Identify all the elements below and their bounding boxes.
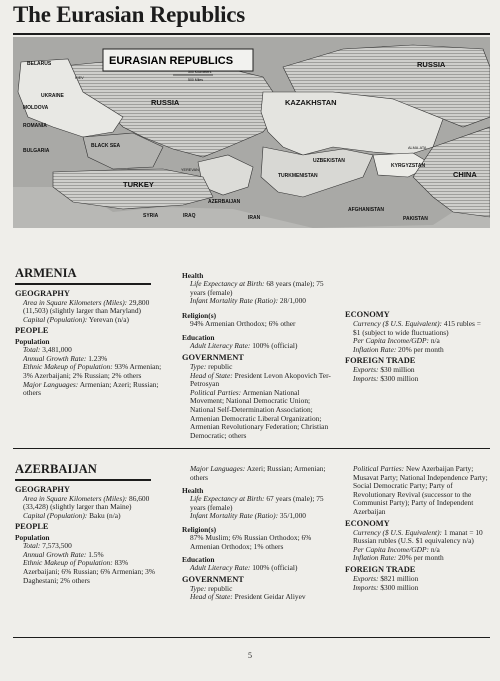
imports-label: Imports: <box>353 373 379 383</box>
growth-value: 1.5% <box>88 549 104 559</box>
map-label-turkey: TURKEY <box>123 180 154 189</box>
azerbaijan-col-1 <box>15 462 165 585</box>
section-geography: GEOGRAPHY <box>15 288 70 298</box>
parties-label: Political Parties: <box>190 387 242 397</box>
currency-label: Currency ($ U.S. Equivalent): <box>353 319 443 328</box>
ethnic-label: Ethnic Makeup of Population: <box>23 558 113 568</box>
capital-label: Capital (Population): <box>23 314 88 324</box>
infant-label: Infant Mortality Rate (Ratio): <box>190 511 279 521</box>
currency-value: 415 rubles = $1 (subject to wide fluctuations) <box>353 319 481 337</box>
ethnic-value: 83% Azerbaijani; 6% Russian; 6% Armenian; 3% Daghestani; 2% others <box>23 558 155 585</box>
total-label: Total: <box>23 345 41 355</box>
map-label-russia-east: RUSSIA <box>417 60 446 69</box>
page-title: The Eurasian Republics <box>13 2 246 27</box>
religion-value: 94% Armenian Orthodox; 6% other <box>190 318 296 328</box>
section-divider <box>13 448 490 449</box>
map-label-kiev: KIEV <box>75 76 84 80</box>
literacy-label: Adult Literacy Rate: <box>190 563 251 573</box>
page-number: 5 <box>248 651 252 660</box>
subsection-religion: Religion(s) <box>182 524 217 534</box>
type-label: Type: <box>190 361 207 371</box>
map-label-moldova: MOLDOVA <box>23 105 49 111</box>
inflation-label: Inflation Rate: <box>353 553 397 563</box>
lang-label: Major Languages: <box>23 379 79 389</box>
head-label: Head of State: <box>190 370 233 380</box>
imports-value: $300 million <box>380 373 419 383</box>
map-label-iran: IRAN <box>248 215 261 221</box>
total-value: 7,573,500 <box>42 541 72 551</box>
capital-value: Baku (n/a) <box>89 510 121 520</box>
subsection-education: Education <box>182 555 215 565</box>
total-value: 3,481,000 <box>42 345 72 355</box>
armenia-col-2 <box>182 270 334 440</box>
gdp-value: n/a <box>430 336 440 346</box>
parties-value: Armenian National Movement; National Democratic Union; National Self-Determination Association; Armenian Democratic Liberal Organization; Armenian Revolutionary Federation; Christian Democratic; others <box>190 387 329 440</box>
map-label-kyrgyzstan: KYRGYZSTAN <box>391 163 426 169</box>
map-scale-km: 500 Kilometers <box>188 70 212 74</box>
life-value: 67 years (male); 75 years (female) <box>190 494 324 512</box>
map-label-afghanistan: AFGHANISTAN <box>348 207 385 213</box>
map-label-pakistan: PAKISTAN <box>403 216 428 222</box>
country-name-armenia: ARMENIA <box>15 266 77 280</box>
subsection-education: Education <box>182 333 215 343</box>
map-label-kazakhstan: KAZAKHSTAN <box>285 98 337 107</box>
azerbaijan-col-2 <box>182 465 334 602</box>
section-economy: ECONOMY <box>345 518 390 528</box>
parties-label: Political Parties: <box>353 464 405 473</box>
lang-value: Armenian; Azeri; Russian; others <box>23 379 159 398</box>
head-label: Head of State: <box>190 592 233 602</box>
subsection-health: Health <box>182 486 204 496</box>
map-label-turkmenistan: TURKMENISTAN <box>278 173 318 179</box>
growth-label: Annual Growth Rate: <box>23 353 87 363</box>
map-label-belarus: BELARUS <box>27 61 52 67</box>
currency-value: 1 manat = 10 Russian rubles (U.S. $1 equivalency n/a) <box>353 527 483 546</box>
exports-label: Exports: <box>353 365 379 375</box>
armenia-col-1 <box>15 266 165 398</box>
section-geography: GEOGRAPHY <box>15 484 70 494</box>
head-value: President Levon Akopovich Ter-Petrosyan <box>190 370 331 389</box>
growth-label: Annual Growth Rate: <box>23 549 87 559</box>
lang-label: Major Languages: <box>190 464 246 473</box>
area-label: Area in Square Kilometers (Miles): <box>23 297 128 307</box>
growth-value: 1.23% <box>88 353 108 363</box>
country-name-azerbaijan: AZERBAIJAN <box>15 462 97 476</box>
map-label-uzbekistan: UZBEKISTAN <box>313 158 345 164</box>
area-value: 86,600 (33,428) (slightly larger than Maine) <box>23 493 150 512</box>
imports-label: Imports: <box>353 582 379 592</box>
map-label-azerbaijan: AZERBAIJAN <box>208 199 241 205</box>
inflation-value: 20% per month <box>398 344 444 354</box>
map-label-iraq: IRAQ <box>183 213 196 219</box>
area-label: Area in Square Kilometers (Miles): <box>23 493 128 503</box>
infant-value: 28/1,000 <box>279 296 306 306</box>
area-value: 29,800 (11,503) (slightly larger than Maryland) <box>23 297 150 316</box>
country-rule <box>15 283 151 285</box>
life-value: 68 years (male); 75 years (female) <box>190 279 324 297</box>
section-government: GOVERNMENT <box>182 574 244 584</box>
literacy-value: 100% (official) <box>252 563 298 573</box>
ethnic-label: Ethnic Makeup of Population: <box>23 362 113 372</box>
footer-rule <box>13 637 490 638</box>
capital-value: Yerevan (n/a) <box>88 314 129 324</box>
type-value: republic <box>208 583 233 593</box>
armenia-col-3 <box>345 308 490 384</box>
type-value: republic <box>208 361 233 371</box>
map-label-yerevan: YEREVAN <box>181 168 199 172</box>
map-label-romania: ROMANIA <box>23 123 47 129</box>
life-label: Life Expectancy at Birth: <box>190 279 265 288</box>
head-value: President Geidar Aliyev <box>234 592 306 602</box>
inflation-label: Inflation Rate: <box>353 344 397 354</box>
subsection-population: Population <box>15 337 50 347</box>
total-label: Total: <box>23 541 41 551</box>
literacy-value: 100% (official) <box>252 341 298 351</box>
section-economy: ECONOMY <box>345 310 390 319</box>
map-scale-mi: 500 Miles <box>188 78 203 82</box>
ethnic-value: 93% Armenian; 3% Azerbaijani; 2% Russian; 2% others <box>23 362 162 381</box>
exports-value: $821 million <box>380 573 419 583</box>
map-label-syria: SYRIA <box>143 213 159 219</box>
imports-value: $300 million <box>380 582 419 592</box>
eurasia-map <box>13 37 490 228</box>
currency-label: Currency ($ U.S. Equivalent): <box>353 527 443 537</box>
exports-value: $30 million <box>380 365 415 375</box>
section-foreign-trade: FOREIGN TRADE <box>345 356 416 366</box>
capital-label: Capital (Population): <box>23 510 88 520</box>
type-label: Type: <box>190 583 207 593</box>
map-label-black-sea: BLACK SEA <box>91 143 121 149</box>
subsection-health: Health <box>182 271 204 280</box>
religion-value: 87% Muslim; 6% Russian Orthodox; 6% Armenian Orthodox; 1% others <box>190 532 312 551</box>
map-label-china: CHINA <box>453 170 477 179</box>
gdp-label: Per Capita Income/GDP: <box>353 544 429 554</box>
azerbaijan-col-3 <box>345 465 490 592</box>
inflation-value: 20% per month <box>398 553 444 563</box>
section-people: PEOPLE <box>15 326 49 336</box>
section-people: PEOPLE <box>15 522 49 532</box>
map-label-ukraine: UKRAINE <box>41 93 64 99</box>
infant-value: 35/1,000 <box>279 511 306 521</box>
gdp-label: Per Capita Income/GDP: <box>353 336 429 346</box>
life-label: Life Expectancy at Birth: <box>190 494 265 504</box>
map-label-bulgaria: BULGARIA <box>23 148 50 154</box>
map-label-russia-west: RUSSIA <box>151 98 180 107</box>
parties-value: New Azerbaijan Party; Musavat Party; National Independence Party; Social Democratic Party; Party of Revolutionary Revival (successor to the Communist Party); Party of Independent Azerbaijan <box>353 464 488 516</box>
country-rule <box>15 479 151 481</box>
subsection-population: Population <box>15 533 50 543</box>
section-government: GOVERNMENT <box>182 352 244 362</box>
gdp-value: n/a <box>430 544 440 554</box>
lang-value: Azeri; Russian; Armenian; others <box>190 464 326 482</box>
map-label-alma-ata: ALMA-ATA <box>408 146 427 150</box>
literacy-label: Adult Literacy Rate: <box>190 341 251 351</box>
subsection-religion: Religion(s) <box>182 310 217 320</box>
map-title: EURASIAN REPUBLICS <box>109 55 234 67</box>
title-rule <box>13 33 490 35</box>
exports-label: Exports: <box>353 573 379 583</box>
section-foreign-trade: FOREIGN TRADE <box>345 564 416 574</box>
infant-label: Infant Mortality Rate (Ratio): <box>190 296 279 306</box>
